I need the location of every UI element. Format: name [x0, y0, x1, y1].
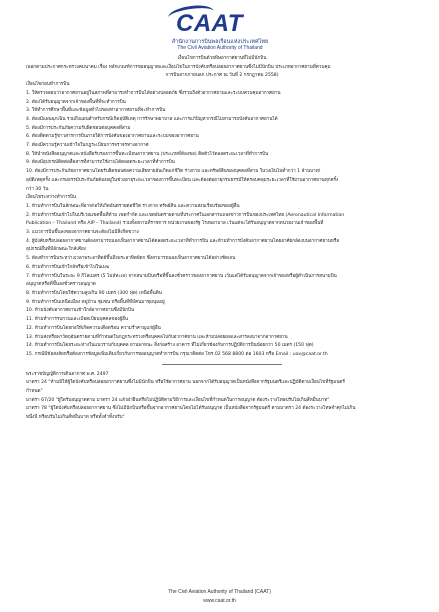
inflight-condition-item: 6. ห้ามทำการบินเข้าใกล้หรือเข้าไปในเมฆ [26, 264, 110, 270]
notice-intro-line-1: (ออกตามประกาศกระทรวงคมนาคม เรื่อง หลักเกณฑ์การขออนุญาตและเงื่อนไขในการบังคับหรือปล่อยอากาศยานซึ่งไม่มีนักบิน ประเภทอากาศยานที่ควบคุม [26, 64, 331, 70]
logo-subtitle-thai: สำนักงานการบินพลเรือนแห่งประเทศไทย [171, 39, 269, 45]
preflight-conditions-list [26, 90, 418, 194]
inflight-condition-item: 10. ห้ามบังคับอากาศยานเข้าใกล้อากาศยานซึ่งมีนักบิน [26, 308, 135, 314]
preflight-condition-item: 2. ต้องได้รับอนุญาตจากเจ้าของพื้นที่ที่จะทำการบิน [26, 99, 126, 105]
legal-articles-list [26, 379, 418, 423]
inflight-condition-item: 13. ห้ามส่งหรือพาวัตถุอันตรายตามที่กำหนดในกฎกระทรวงหรือบุคคลไปกับอากาศยาน และห้ามปล่อยผลและสารลงมาจากอากาศยาน [26, 334, 288, 340]
inflight-condition-item: 3. แนวการบินขึ้นลงของอากาศยานจะต้องไม่มีสิ่งกีดขวาง [26, 230, 139, 236]
preflight-condition-item: 8. ให้นำหนังสืออนุญาตและหนังสือรับรองการขึ้นทะเบียนอากาศยาน (ประเภทที่ต้องขอ) ติดตัวไว้ตลอดระยะเวลาที่ทำการบิน [26, 151, 269, 157]
logo-wordmark: CAAT [176, 10, 243, 37]
legal-article-item: มาตรา 67/20 "ผู้ใดรับอนุญาตตาม มาตรา 24 แล้วฝ่าฝืนหรือไม่ปฏิบัติตามวิธีการและเงื่อนไขที่กำหนดในการอนุญาต ต้องระวางโทษปรับไม่เกินสี่หมื่นบาท" [26, 397, 330, 403]
notice-intro-line-2: การบินจากภายนอก ประกาศ ณ วันที่ 2 กรกฎาคม 2558) [165, 73, 279, 79]
inflight-condition-item: อนุญาตหรือที่ขึ้นลงชั่วคราวอนุญาต [26, 282, 96, 288]
section-heading-preflight: เงื่อนไขก่อนทำการบิน [26, 82, 70, 88]
legal-article-item: กำหนด" [26, 389, 43, 395]
legal-article-item: หนึ่งปี หรือปรับไม่เกินสี่หมื่นบาท หรือทั้งจำทั้งปรับ" [26, 415, 125, 421]
logo-subtitle-english: The Civil Aviation Authority of Thailand [177, 45, 263, 51]
legal-article-item: มาตรา 24 "ห้ามมิให้ผู้ใดบังคับหรือปล่อยอากาศยานซึ่งไม่มีนักบิน หรือใช้อากาศยาน นอกจากได้รับอนุญาตเป็นหนังสือจากรัฐมนตรีและปฏิบัติตามเงื่อนไขที่รัฐมนตรี [26, 380, 345, 386]
inflight-condition-item: 4. ผู้บังคับหรือปล่อยอากาศยานต้องสามารถมองเห็นอากาศยานได้ตลอดระยะเวลาที่ทำการบิน และห้ามทำการบังคับอากาศยานโดยอาศัยกล้องบนอากาศยานหรือ [26, 238, 340, 244]
section-divider [162, 364, 282, 365]
notice-title: เงื่อนไขการบินด้วยพิษอากาศยานที่ไม่มีนักบิน [177, 56, 267, 61]
inflight-condition-item: Publication – Thailand หรือ AIP – Thailand) รวมทั้งสถานที่ราชการ หน่วยงานของรัฐ โรงพยาบาล เว้นแต่จะได้รับอนุญาตจากหน่วยงานเจ้าของพื้นที่ [26, 221, 324, 227]
inflight-condition-item: 1. ห้ามทำการบินในลักษณะที่อาจก่อให้เกิดอันตรายต่อชีวิต ร่างกาย ทรัพย์สิน และความสงบเรียบร้อยของผู้อื่น [26, 203, 240, 209]
inflight-condition-item: 15. กรณีมีข้อสงสัยหรือต้องการข้อมูลเพิ่มเติมเกี่ยวกับการขออนุญาตทำการบิน กรุณาติดต่อ โทร.02 568 8800 ต่อ 1603 หรือ Email : uav@caat.or.th [26, 351, 328, 357]
preflight-condition-item: 4. ต้องมีแผนฉุกเฉิน รวมถึงแผนสำหรับกรณีเกิดอุบัติเหตุ การรักษาพยาบาล และการแก้ปัญหากรณีไม่สามารถบังคับอากาศยานได้ [26, 116, 278, 122]
preflight-condition-item: 9. ต้องมีอุปกรณ์ติดต่อสื่อสารที่สามารถใช้งานได้ตลอดระยะเวลาที่ทำการบิน [26, 160, 175, 166]
inflight-condition-item: 9. ห้ามทำการบินเหนือเมือง หมู่บ้าน ชุมชน หรือพื้นที่ที่มีคนมาชุมนุมอยู่ [26, 299, 165, 305]
inflight-condition-item: อุปกรณ์อื่นที่มีลักษณะใกล้เคียง [26, 247, 86, 253]
legal-heading: พระราชบัญญัติการเดินอากาศ พ.ศ. 2497 [26, 371, 109, 377]
preflight-condition-item: 7. ต้องมีความรู้ความเข้าใจในกฎระเบียบการจราจรทางอากาศ [26, 143, 149, 149]
preflight-condition-item: อุบัติเหตุครั้ง และกรมธรรม์ประกันภัยต้องอยู่ในช่วงอายุระยะเวลาของการขึ้นทะเบียน และต้องต่ออายุกรมธรรม์ให้ครอบคลุมระยะเวลาที่ใช้งานอากาศยานทุกครั้ง [26, 177, 339, 183]
inflight-condition-item: 14. ห้ามทำการบินโดยระยะห่างในแนวราบกับบุคคล ยานพาหนะ สิ่งก่อสร้าง อาคาร ที่ไม่เกี่ยวข้องกับการปฏิบัติการบินน้อยกว่า 50 เมตร (150 ฟุต) [26, 343, 314, 349]
inflight-condition-item: 5. ต้องทำการบินระหว่างเวลาพระอาทิตย์ขึ้นถึงพระอาทิตย์ตก ซึ่งสามารถมองเห็นอากาศยานได้อย่างชัดเจน [26, 256, 236, 262]
section-heading-inflight: เงื่อนไขระหว่างทำการบิน [26, 195, 77, 201]
preflight-condition-item: 3. ให้ทำการศึกษาพื้นที่และข้อมูลทั่วไปของท่าอากาศยานที่จะทำการบิน [26, 108, 166, 114]
inflight-condition-item: 2. ห้ามทำการบินเข้าไปในบริเวณเขตพื้นที่ห้าม เขตกำกัด และเขตอันตรายตามที่ประกาศในเอกสารแถลงข่าวการบินของประเทศไทย (Aeronautical Information [26, 212, 345, 218]
legal-article-item: มาตรา 78 "ผู้ใดบังคับหรือปล่อยอากาศยาน ซึ่งไม่มีนักบินหรือขึ้นจากอากาศยานโดยไม่ได้รับอนุญาต เป็นหนังสือจากรัฐมนตรี ตามมาตรา 24 ต้องระวางโทษจำคุกไม่เกิน [26, 406, 356, 412]
inflight-condition-item: 7. ห้ามทำการบินในระยะ 9 กิโลเมตร (5 ไมล์ทะเล) จากสนามบินหรือที่ขึ้นลงชั่วคราวของอากาศยาน เว้นแต่ได้รับอนุญาตจากเจ้าของหรือผู้ดำเนินการสนามบิน [26, 273, 337, 279]
preflight-condition-item: 1. ให้ตรวจสอบว่าอากาศยานอยู่ในสภาพที่สามารถทำการบินได้อย่างปลอดภัย ซึ่งรวมถึงตัวอากาศยานและระบบควบคุมอากาศยาน [26, 90, 281, 96]
preflight-condition-item: 5. ต้องมีการประกันภัยความรับผิดชอบต่อบุคคลที่สาม [26, 125, 131, 131]
footer-url[interactable]: www.caat.or.th [203, 598, 236, 604]
inflight-condition-item: 8. ห้ามทำการบินโดยใช้ความสูงเกิน 90 เมตร (300 ฟุต) เหนือพื้นดิน [26, 290, 162, 296]
preflight-condition-item: 10. ต้องมีการประกันภัยอากาศยานโดยรับผิดชอบต่อความเสียหายอันเกิดแก่ชีวิต ร่างกาย และทรัพย์สินของบุคคลที่สาม ในวงเงินไม่ต่ำกว่า 1 ล้านบาท/ [26, 169, 321, 175]
preflight-condition-item: 6. ต้องติดตามรู้ข่าวสารการบินภายใต้การบังคับของอากาศยานและระบบของอากาศยาน [26, 134, 199, 140]
inflight-conditions-list [26, 203, 418, 360]
inflight-condition-item: 12. ห้ามทำการบินโดยก่อให้เกิดความเดือดร้อน ความรำคาญแก่ผู้อื่น [26, 325, 161, 331]
preflight-condition-item: กว่า 30 วัน [26, 186, 49, 192]
inflight-condition-item: 11. ห้ามทำการรบกวนและเบียดเบียนบุคคลของผู้อื่น [26, 317, 129, 323]
footer-org: The Civil Aviation Authority of Thailand (CAAT) [168, 589, 271, 595]
notice-body [26, 55, 418, 423]
